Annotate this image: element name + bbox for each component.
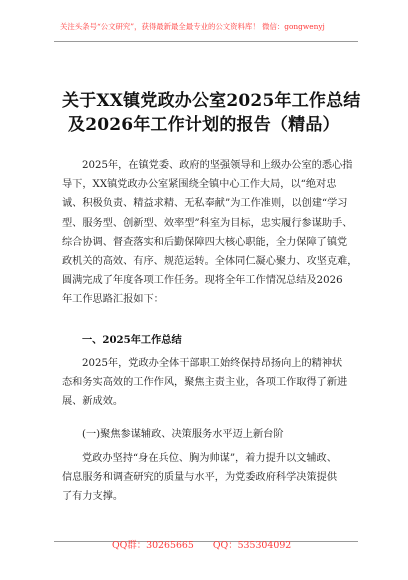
- title-line-2: 及2026年工作计划的报告（精品）: [68, 115, 340, 135]
- qq-group-number: QQ群：30265665: [112, 540, 194, 551]
- header-banner: 关注头条号“公文研究”，获得最新最全最专业的公文资料库！ 微信：gongwenyj: [60, 22, 325, 31]
- title-line-1: 关于XX镇党政办公室2025年工作总结: [62, 91, 361, 111]
- paragraph-line: 导下，XX镇党政办公室紧围绕全镇中心工作大局，以“绝对忠: [62, 179, 337, 191]
- paragraph-line: 2025年，党政办全体干部职工始终保持昂扬向上的精神状: [82, 358, 343, 369]
- subsection-heading: (一)聚焦参谋辅政、决策服务水平迈上新台阶: [82, 429, 284, 440]
- paragraph-line: 诚、积极负责、精益求精、无私奉献”为工作准则，以创建“学习: [62, 198, 348, 210]
- paragraph-line: 政机关的高效、有序、规范运转。全体同仁凝心聚力、攻坚克难，: [62, 256, 358, 268]
- subsection-paragraph: [62, 449, 362, 507]
- paragraph-line: 展、新成效。: [62, 396, 124, 408]
- paragraph-line: 综合协调、督查落实和后勤保障四大核心职能，全力保障了镇党: [62, 236, 348, 248]
- document-title: [62, 89, 362, 137]
- paragraph-line: 态和务实高效的工作作风，聚焦主责主业，各项工作取得了新进: [62, 377, 348, 389]
- section-heading: 一、2025年工作总结: [82, 334, 182, 346]
- summary-paragraph: [62, 354, 362, 412]
- paragraph-line: 型、服务型、创新型、效率型”科室为目标，忠实履行参谋助手、: [62, 217, 353, 229]
- qq-number: QQ：535304092: [212, 540, 292, 551]
- intro-paragraph: [62, 156, 362, 310]
- footer-contact: [112, 540, 312, 552]
- paragraph-line: 了有力支撑。: [62, 491, 124, 503]
- paragraph-line: 党政办坚持“身在兵位、胸为帅谋”，着力提升以文辅政、: [82, 453, 337, 464]
- header-divider: [54, 41, 358, 42]
- paragraph-line: 年工作思路汇报如下：: [62, 294, 164, 306]
- paragraph-line: 圆满完成了年度各项工作任务。现将全年工作情况总结及2026: [62, 275, 343, 287]
- paragraph-line: 信息服务和调查研究的质量与水平，为党委政府科学决策提供: [62, 472, 338, 484]
- paragraph-line: 2025年，在镇党委、政府的坚强领导和上级办公室的悉心指: [82, 160, 353, 171]
